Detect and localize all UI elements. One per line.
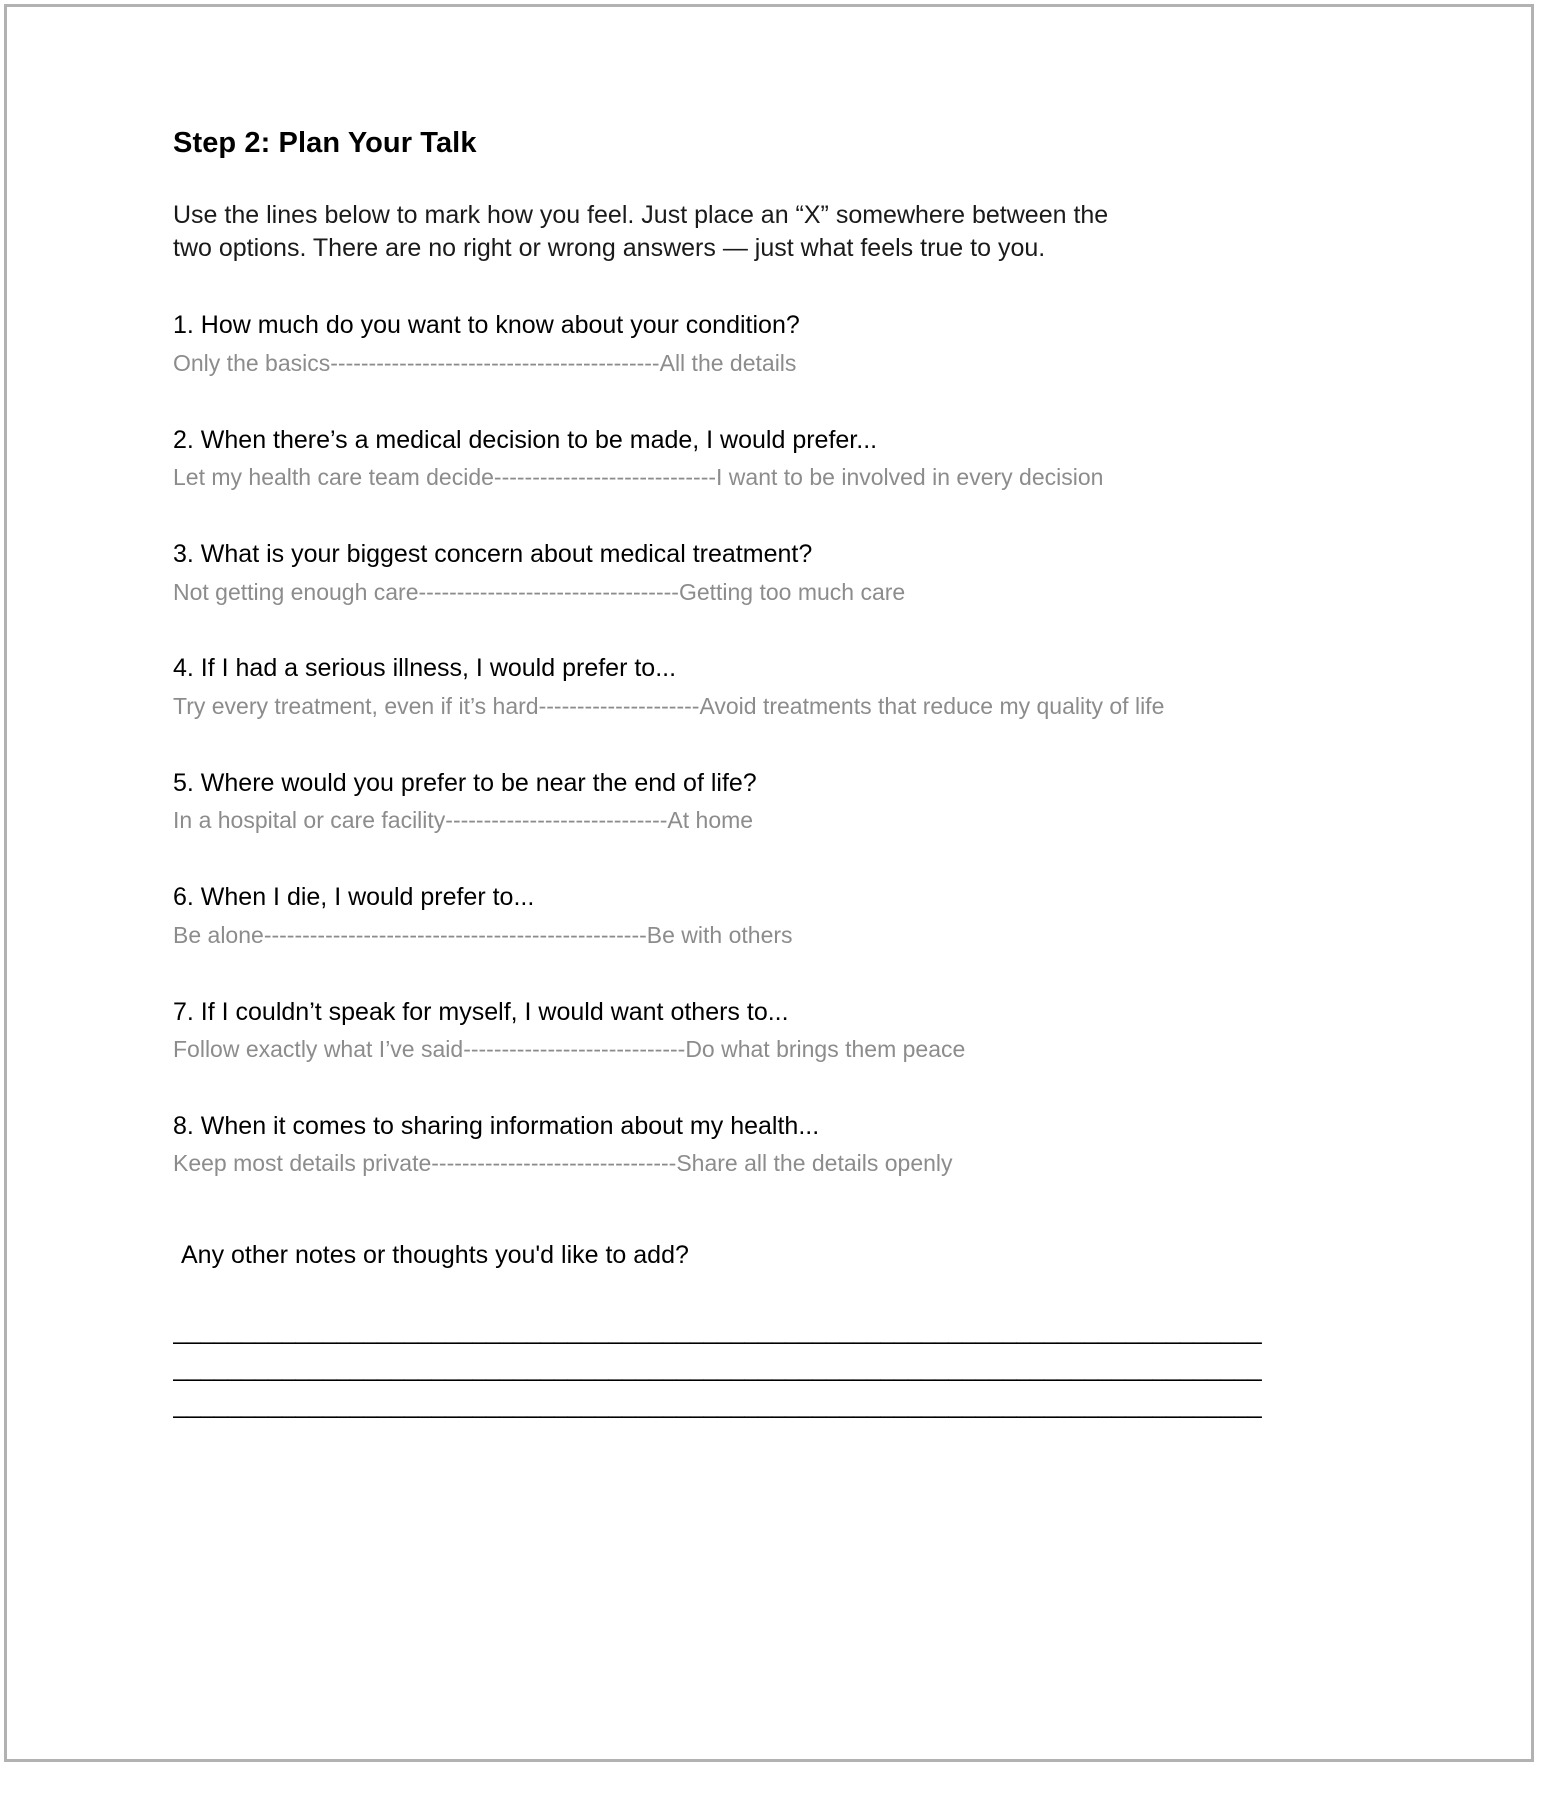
writing-line[interactable]: ________________________________________________________________________________ (173, 1392, 1262, 1419)
scale-left-label: Let my health care team decide (173, 464, 494, 491)
question-item-3 (173, 538, 1353, 607)
scale-dashes: --------------------- (538, 692, 700, 719)
scale-right-label: Be with others (646, 921, 793, 948)
question-item-8 (173, 1110, 1353, 1179)
question-item-2 (173, 424, 1353, 493)
scale-left-label: Keep most details private (173, 1150, 432, 1177)
document-content (173, 125, 1353, 1430)
scale-left-label: In a hospital or care facility (173, 807, 446, 834)
question-prompt: 1. How much do you want to know about your condition? (173, 311, 800, 340)
scale-right-label: All the details (659, 349, 797, 376)
question-item-6 (173, 881, 1353, 950)
scale-line[interactable] (173, 1035, 1353, 1065)
scale-line[interactable] (173, 349, 1353, 379)
scale-left-label: Be alone (173, 921, 264, 948)
question-prompt: 4. If I had a serious illness, I would prefer to... (173, 654, 677, 683)
scale-line[interactable] (173, 692, 1353, 722)
scale-right-label: Do what brings them peace (685, 1036, 966, 1063)
scale-right-label: I want to be involved in every decision (716, 464, 1104, 491)
question-prompt: 3. What is your biggest concern about medical treatment? (173, 540, 813, 569)
scale-right-label: Avoid treatments that reduce my quality of life (699, 692, 1165, 719)
scale-line[interactable] (173, 578, 1353, 608)
question-item-7 (173, 996, 1353, 1065)
notes-writing-area[interactable] (173, 1319, 1353, 1430)
question-prompt: 5. Where would you prefer to be near the end of life? (173, 768, 757, 797)
scale-line[interactable] (173, 921, 1353, 951)
question-prompt: 6. When I die, I would prefer to... (173, 883, 535, 912)
scale-dashes: -------------------------------- (431, 1150, 677, 1177)
scale-dashes: ----------------------------- (463, 1036, 686, 1063)
question-item-5 (173, 767, 1353, 836)
scale-left-label: Follow exactly what I’ve said (173, 1036, 464, 1063)
scale-left-label: Try every treatment, even if it’s hard (173, 692, 539, 719)
scale-line[interactable] (173, 463, 1353, 493)
scale-right-label: Share all the details openly (676, 1150, 953, 1177)
scale-left-label: Only the basics (173, 349, 331, 376)
scale-left-label: Not getting enough care (173, 578, 419, 605)
writing-line[interactable]: ________________________________________________________________________________ (173, 1355, 1262, 1382)
question-item-4 (173, 652, 1353, 721)
scale-dashes: ---------------------------------- (418, 578, 679, 605)
scale-dashes: ------------------------------------------- (330, 349, 660, 376)
scale-right-label: Getting too much care (678, 578, 906, 605)
notes-prompt: Any other notes or thoughts you'd like to add? (181, 1241, 689, 1270)
scale-line[interactable] (173, 806, 1353, 836)
question-prompt: 2. When there’s a medical decision to be made, I would prefer... (173, 425, 878, 454)
scale-right-label: At home (667, 807, 754, 834)
question-prompt: 8. When it comes to sharing information about my health... (173, 1111, 820, 1140)
question-item-1 (173, 309, 1353, 378)
scale-dashes: -------------------------------------------------- (263, 921, 647, 948)
scale-dashes: ----------------------------- (493, 464, 717, 491)
scale-line[interactable] (173, 1149, 1353, 1179)
document-page (4, 4, 1534, 1762)
writing-line[interactable]: ________________________________________________________________________________ (173, 1318, 1262, 1345)
question-prompt: 7. If I couldn’t speak for myself, I would want others to... (173, 997, 789, 1026)
instructions-paragraph: Use the lines below to mark how you feel. Just place an “X” somewhere between the two options. There are no right or wrong answers — just what feels true to you. (173, 201, 1109, 263)
page-title: Step 2: Plan Your Talk (173, 127, 477, 159)
scale-dashes: ----------------------------- (445, 807, 668, 834)
